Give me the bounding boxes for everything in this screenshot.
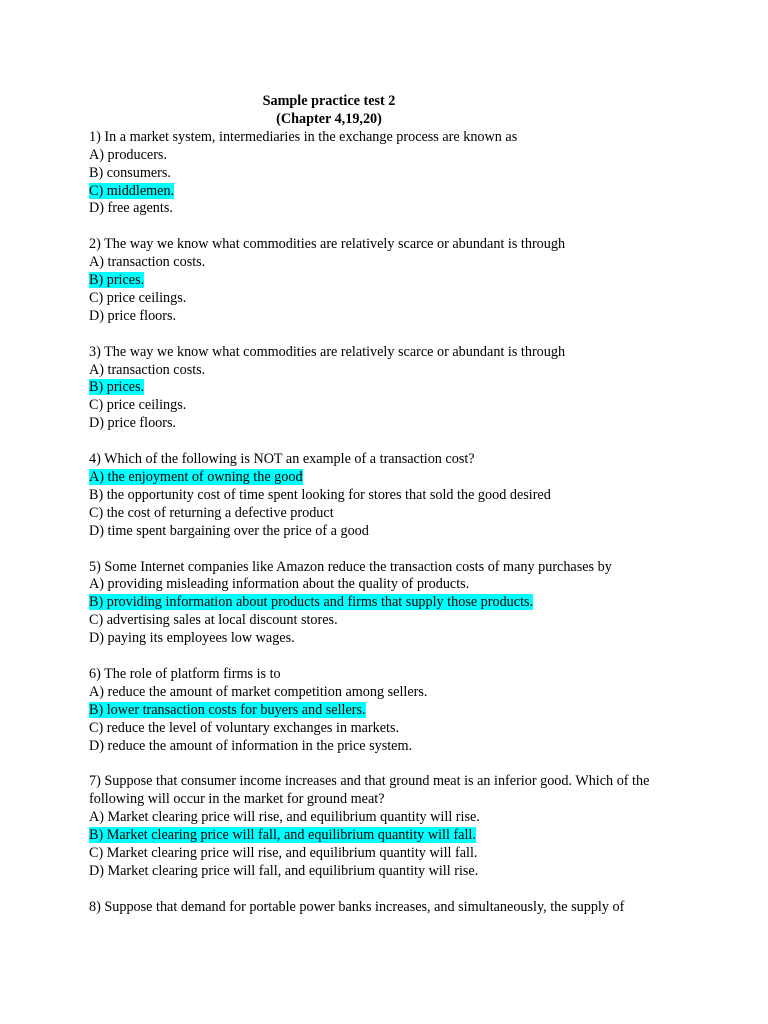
question-8 [89, 899, 689, 917]
question-stem: 3) The way we know what commodities are relatively scarce or abundant is through [89, 343, 566, 360]
option-text: D) free agents. [89, 200, 173, 217]
answer-option [89, 630, 689, 648]
correct-answer-option [89, 183, 689, 201]
highlighted-answer: B) lower transaction costs for buyers and sellers. [89, 701, 366, 718]
answer-option [89, 308, 689, 326]
option-text: C) advertising sales at local discount stores. [89, 612, 338, 629]
highlighted-answer: B) prices. [89, 272, 145, 289]
option-text: D) time spent bargaining over the price of a good [89, 522, 369, 539]
option-text: B) the opportunity cost of time spent looking for stores that sold the good desired [89, 486, 551, 503]
option-text: D) price floors. [89, 415, 177, 432]
question-stem: 2) The way we know what commodities are relatively scarce or abundant is through [89, 236, 566, 253]
option-text: A) transaction costs. [89, 361, 206, 378]
question-stem: 7) Suppose that consumer income increases and that ground meat is an inferior good. Which of the following will occur in the market for ground meat? [89, 773, 650, 808]
option-text: A) providing misleading information about the quality of products. [89, 576, 470, 593]
option-text: D) reduce the amount of information in the price system. [89, 737, 413, 754]
answer-option [89, 200, 689, 218]
answer-option [89, 576, 689, 594]
correct-answer-option [89, 594, 689, 612]
answer-option [89, 612, 689, 630]
answer-option [89, 738, 689, 756]
answer-option [89, 290, 689, 308]
highlighted-answer: B) providing information about products and firms that supply those products. [89, 594, 534, 611]
answer-option [89, 523, 689, 541]
option-text: B) consumers. [89, 164, 171, 181]
option-text: D) price floors. [89, 307, 177, 324]
correct-answer-option [89, 379, 689, 397]
option-text: A) Market clearing price will rise, and equilibrium quantity will rise. [89, 809, 480, 826]
answer-option [89, 863, 689, 881]
option-text: C) price ceilings. [89, 289, 187, 306]
highlighted-answer: C) middlemen. [89, 182, 175, 199]
question-stem: 5) Some Internet companies like Amazon reduce the transaction costs of many purchases by [89, 558, 612, 575]
answer-option [89, 147, 689, 165]
option-text: A) producers. [89, 146, 168, 163]
question-stem: 1) In a market system, intermediaries in the exchange process are known as [89, 128, 518, 145]
option-text: C) the cost of returning a defective product [89, 504, 334, 521]
correct-answer-option [89, 272, 689, 290]
question-3 [89, 344, 689, 434]
highlighted-answer: A) the enjoyment of owning the good [89, 468, 303, 485]
question-stem: 4) Which of the following is NOT an example of a transaction cost? [89, 451, 475, 468]
answer-option [89, 397, 689, 415]
question-7 [89, 773, 689, 880]
answer-option [89, 415, 689, 433]
question-1 [89, 129, 689, 219]
option-text: A) transaction costs. [89, 254, 206, 271]
question-6 [89, 666, 689, 756]
option-text: C) reduce the level of voluntary exchanges in markets. [89, 719, 400, 736]
answer-option [89, 684, 689, 702]
option-text: A) reduce the amount of market competition among sellers. [89, 683, 428, 700]
answer-option [89, 845, 689, 863]
correct-answer-option [89, 827, 689, 845]
correct-answer-option [89, 702, 689, 720]
answer-option [89, 505, 689, 523]
highlighted-answer: B) Market clearing price will fall, and equilibrium quantity will fall. [89, 827, 476, 844]
option-text: C) price ceilings. [89, 397, 187, 414]
option-text: D) Market clearing price will fall, and equilibrium quantity will rise. [89, 862, 479, 879]
answer-option [89, 254, 689, 272]
answer-option [89, 165, 689, 183]
question-5 [89, 559, 689, 649]
answer-option [89, 487, 689, 505]
highlighted-answer: B) prices. [89, 379, 145, 396]
option-text: D) paying its employees low wages. [89, 630, 295, 647]
page-subtitle: (Chapter 4,19,20) [276, 110, 382, 127]
document-content [89, 93, 689, 934]
answer-option [89, 362, 689, 380]
question-2 [89, 236, 689, 326]
title-block [89, 93, 569, 129]
question-stem: 6) The role of platform firms is to [89, 665, 281, 682]
question-stem: 8) Suppose that demand for portable power banks increases, and simultaneously, the supply of [89, 898, 625, 915]
answer-option [89, 720, 689, 738]
option-text: C) Market clearing price will rise, and equilibrium quantity will fall. [89, 844, 478, 861]
page-title: Sample practice test 2 [262, 93, 396, 109]
correct-answer-option [89, 469, 689, 487]
answer-option [89, 809, 689, 827]
question-4 [89, 451, 689, 541]
